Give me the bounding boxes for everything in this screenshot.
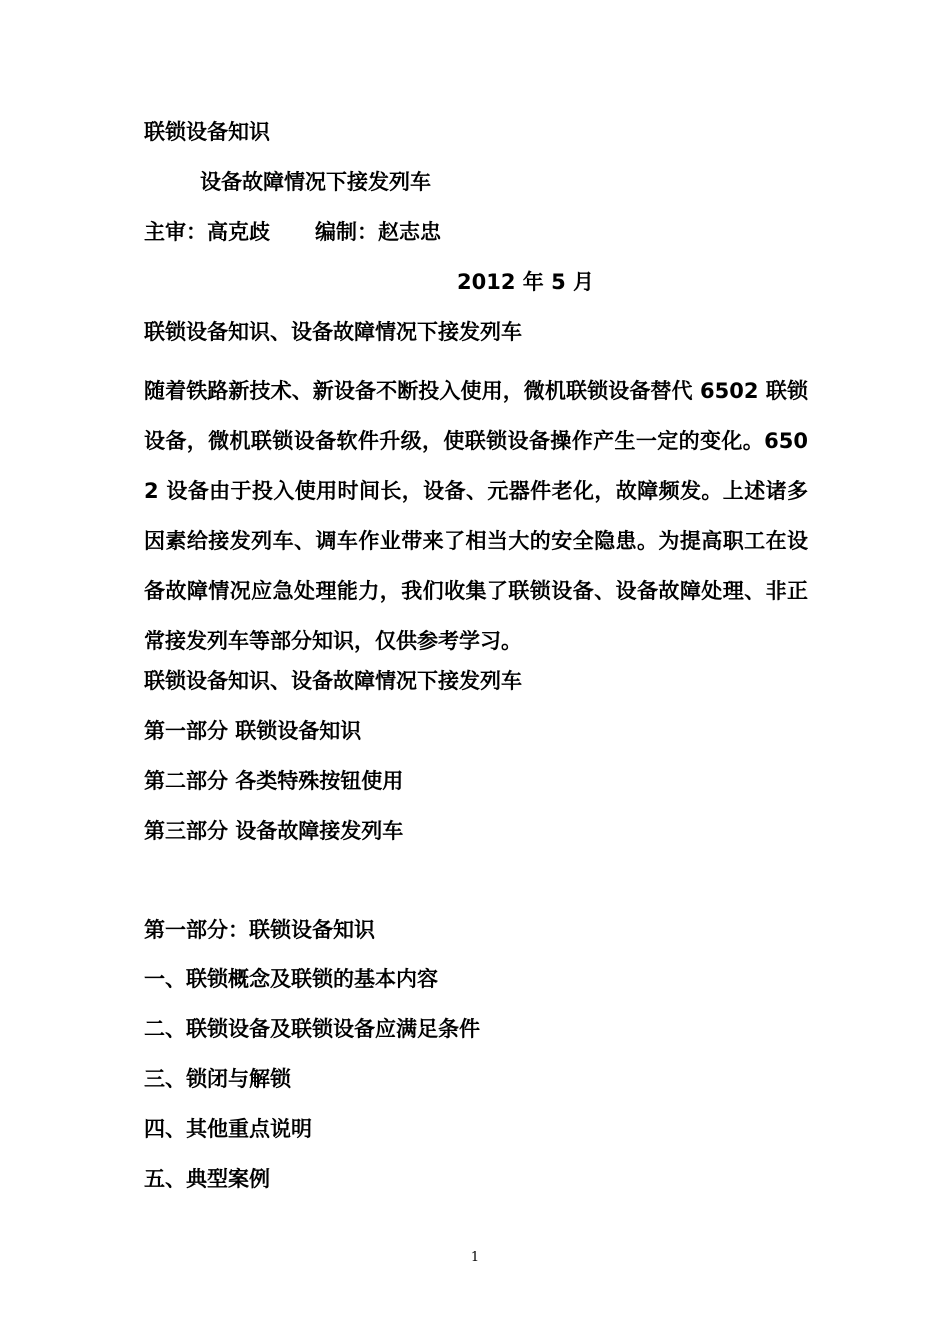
section-item-5: 五、典型案例	[144, 1167, 270, 1191]
document-date: 2012 年 5 月	[457, 270, 594, 294]
section-item-3: 三、锁闭与解锁	[144, 1067, 291, 1091]
page-number: 1	[470, 1250, 480, 1265]
reviewer: 主审：高克歧	[144, 220, 270, 244]
contents-item-3: 第三部分 设备故障接发列车	[144, 819, 404, 843]
editor: 编制：赵志忠	[315, 220, 441, 244]
section-item-2: 二、联锁设备及联锁设备应满足条件	[144, 1017, 480, 1041]
contents-title: 联锁设备知识、设备故障情况下接发列车	[144, 669, 522, 693]
intro-paragraph: 随着铁路新技术、新设备不断投入使用，微机联锁设备替代 6502 联锁设备，微机联锁设备软件升级，使联锁设备操作产生一定的变化。6502 设备由于投入使用时间长，设备、元器件老化，故障频发。上述诸多因素给接发列车、调车作业带来了相当大的安全隐患。为提高职工在设备故障情况应急处理能力，我们收集了联锁设备、设备故障处理、非正常接发列车等部分知识，仅供参考学习。	[144, 379, 808, 653]
author-line	[144, 217, 441, 247]
contents-item-1: 第一部分 联锁设备知识	[144, 719, 362, 743]
section-title: 第一部分：联锁设备知识	[144, 918, 375, 942]
document-heading: 联锁设备知识	[144, 120, 270, 144]
document-title: 联锁设备知识、设备故障情况下接发列车	[144, 320, 522, 344]
section-item-4: 四、其他重点说明	[144, 1117, 312, 1141]
section-item-1: 一、联锁概念及联锁的基本内容	[144, 967, 438, 991]
contents-item-2: 第二部分 各类特殊按钮使用	[144, 769, 404, 793]
document-subheading: 设备故障情况下接发列车	[200, 170, 431, 194]
